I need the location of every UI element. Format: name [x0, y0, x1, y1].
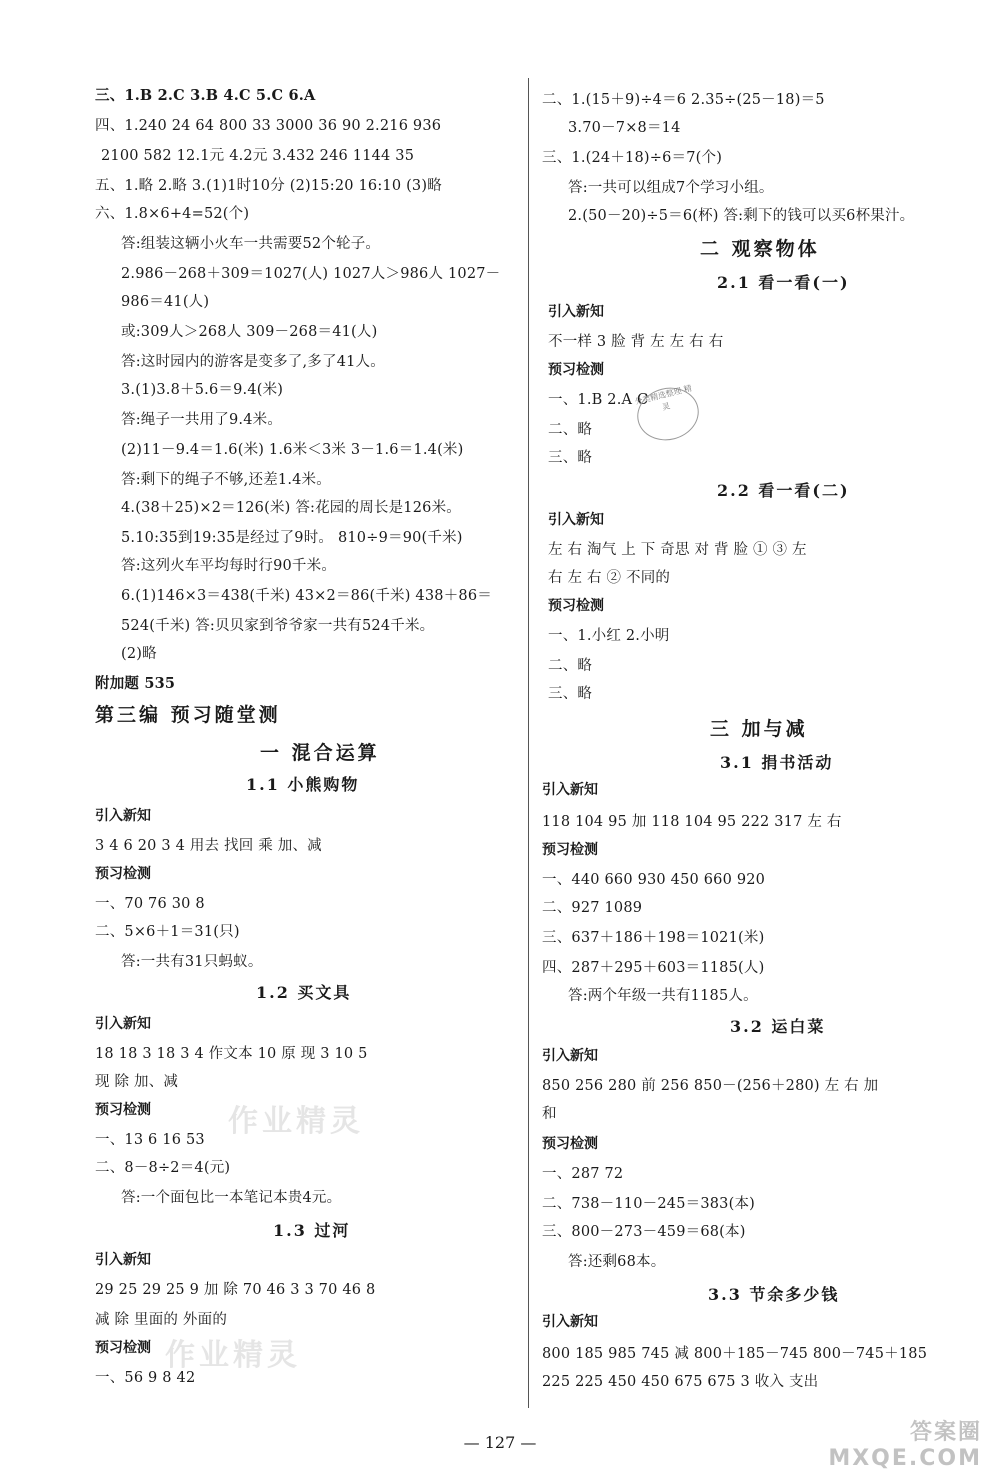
part-2-1-intro: 不一样 3 脸 背 左 左 右 右	[548, 334, 724, 350]
part-3-3-title: 3.3 节余多少钱	[708, 1285, 840, 1304]
left-line-16: 答:这列火车平均每时行90千米。	[121, 558, 337, 574]
chapter-1-title: 一 混合运算	[260, 742, 380, 764]
part-2-1-check-2: 三、略	[548, 450, 593, 466]
part-3-2-check-2: 三、800－273－459＝68(本)	[542, 1224, 746, 1240]
part-3-2-intro-1: 和	[542, 1106, 557, 1122]
part-1-3-check-label: 预习检测	[95, 1340, 151, 1356]
part-2-2-title: 2.2 看一看(二)	[717, 481, 850, 500]
part-2-2-intro-1: 右 左 右 ② 不同的	[548, 570, 671, 586]
part-2-2-check-0: 一、1.小红 2.小明	[548, 628, 670, 644]
right-line-0: 二、1.(15＋9)÷4＝6 2.35÷(25－18)＝5	[542, 92, 825, 108]
part-3-2-title: 3.2 运白菜	[730, 1017, 826, 1036]
part-1-2-intro-label: 引入新知	[95, 1016, 151, 1032]
left-line-6: 2.986－268＋309＝1027(人) 1027人＞986人 1027－	[121, 266, 501, 282]
part-1-1-check-1: 二、5×6＋1＝31(只)	[95, 924, 240, 940]
part-1-3-intro-1: 减 除 里面的 外面的	[95, 1312, 228, 1328]
right-line-2: 三、1.(24＋18)÷6＝7(个)	[542, 150, 723, 166]
part-2-2-check-1: 二、略	[548, 658, 593, 674]
left-line-15: 5.10:35到19:35是经过了9时。 810÷9＝90(千米)	[121, 530, 463, 546]
part-3-2-check-1: 二、738－110－245＝383(本)	[542, 1196, 756, 1212]
part-1-3-intro-0: 29 25 29 25 9 加 除 70 46 3 3 70 46 8	[95, 1282, 376, 1298]
left-line-17: 6.(1)146×3＝438(千米) 43×2＝86(千米) 438＋86＝	[121, 588, 492, 604]
part-1-1-check-2: 答:一共有31只蚂蚁。	[121, 954, 263, 970]
part-3-1-intro: 118 104 95 加 118 104 95 222 317 左 右	[542, 814, 842, 830]
part-3-1-check-3: 四、287＋295＋603＝1185(人)	[542, 960, 765, 976]
page-number: — 127 —	[463, 1433, 537, 1452]
left-line-18: 524(千米) 答:贝贝家到爷爷家一共有524千米。	[121, 618, 435, 634]
left-line-1: 四、1.240 24 64 800 33 3000 36 90 2.216 936	[95, 118, 442, 134]
right-line-3: 答:一共可以组成7个学习小组。	[568, 180, 774, 196]
left-line-12: (2)11－9.4＝1.6(米) 1.6米＜3米 3－1.6＝1.4(米)	[121, 442, 464, 458]
part-1-2-intro-0: 18 18 3 18 3 4 作文本 10 原 现 3 10 5	[95, 1046, 368, 1062]
part-2-2-intro-0: 左 右 淘气 上 下 奇思 对 背 脸 ① ③ 左	[548, 542, 807, 558]
chapter-3-title: 三 加与减	[710, 718, 808, 740]
part-3-2-check-label: 预习检测	[542, 1136, 598, 1152]
part-3-2-intro-0: 850 256 280 前 256 850－(256＋280) 左 右 加	[542, 1078, 879, 1094]
left-line-14: 4.(38＋25)×2＝126(米) 答:花园的周长是126米。	[121, 500, 461, 516]
part-1-2-check-0: 一、13 6 16 53	[95, 1132, 205, 1148]
left-line-9: 答:这时园内的游客是变多了,多了41人。	[121, 354, 385, 370]
part-1-2-intro-1: 现 除 加、减	[95, 1074, 179, 1090]
part-1-1-check-label: 预习检测	[95, 866, 151, 882]
part-2-1-check-1: 二、略	[548, 422, 593, 438]
left-line-20: 附加题 535	[95, 675, 176, 692]
watermark-2: 作业精灵	[165, 1338, 301, 1373]
part-3-3-intro-0: 800 185 985 745 减 800＋185－745 800－745＋185	[542, 1346, 928, 1362]
left-line-0: 三、1.B 2.C 3.B 4.C 5.C 6.A	[95, 87, 316, 104]
part-3-1-check-label: 预习检测	[542, 842, 598, 858]
part-2-2-intro-label: 引入新知	[548, 512, 604, 528]
part-1-1-check-0: 一、70 76 30 8	[95, 896, 205, 912]
part-3-1-intro-label: 引入新知	[542, 782, 598, 798]
part-1-2-check-2: 答:一个面包比一本笔记本贵4元。	[121, 1190, 342, 1206]
part-2-2-check-label: 预习检测	[548, 598, 604, 614]
part-3-2-intro-label: 引入新知	[542, 1048, 598, 1064]
left-line-19: (2)略	[121, 646, 157, 662]
part-1-3-title: 1.3 过河	[273, 1221, 351, 1240]
chapter-2-title: 二 观察物体	[700, 238, 820, 260]
part-1-2-check-1: 二、8－8÷2＝4(元)	[95, 1160, 231, 1176]
corner-logo-text: 答案圈 MXQE.COM	[828, 1420, 982, 1471]
part-1-1-intro-label: 引入新知	[95, 808, 151, 824]
part-2-1-check-0: 一、1.B 2.A C	[548, 392, 649, 408]
part-3-3-intro-1: 225 225 450 450 675 675 3 收入 支出	[542, 1374, 819, 1390]
part-1-2-check-label: 预习检测	[95, 1102, 151, 1118]
part-3-1-check-1: 二、927 1089	[542, 900, 643, 916]
left-line-8: 或:309人＞268人 309－268＝41(人)	[121, 324, 378, 340]
left-line-13: 答:剩下的绳子不够,还差1.4米。	[121, 472, 331, 488]
left-line-7: 986＝41(人)	[121, 294, 210, 310]
part-2-1-title: 2.1 看一看(一)	[717, 273, 850, 292]
part-3-1-check-0: 一、440 660 930 450 660 920	[542, 872, 766, 888]
part-1-1-intro: 3 4 6 20 3 4 用去 找回 乘 加、减	[95, 838, 322, 854]
stamp-mark: 分类精选整理 精灵	[632, 381, 705, 446]
part-2-1-intro-label: 引入新知	[548, 304, 604, 320]
part-1-2-title: 1.2 买文具	[256, 983, 352, 1002]
corner-logo	[828, 1420, 982, 1472]
part-3-3-intro-label: 引入新知	[542, 1314, 598, 1330]
right-line-1: 3.70－7×8＝14	[568, 120, 681, 136]
left-line-4: 六、1.8×6+4=52(个)	[95, 206, 250, 222]
section-title: 第三编 预习随堂测	[95, 704, 281, 726]
left-line-5: 答:组装这辆小火车一共需要52个轮子。	[121, 236, 381, 252]
left-line-11: 答:绳子一共用了9.4米。	[121, 412, 283, 428]
part-3-1-title: 3.1 捐书活动	[720, 753, 834, 772]
part-1-3-intro-label: 引入新知	[95, 1252, 151, 1268]
part-2-2-check-2: 三、略	[548, 686, 593, 702]
part-1-1-title: 1.1 小熊购物	[246, 775, 360, 794]
part-3-1-check-4: 答:两个年级一共有1185人。	[568, 988, 758, 1004]
left-line-3: 五、1.略 2.略 3.(1)1时10分 (2)15:20 16:10 (3)略	[95, 178, 442, 194]
part-3-2-check-3: 答:还剩68本。	[568, 1254, 666, 1270]
part-3-2-check-0: 一、287 72	[542, 1166, 624, 1182]
part-3-1-check-2: 三、637＋186＋198＝1021(米)	[542, 930, 765, 946]
right-line-4: 2.(50－20)÷5＝6(杯) 答:剩下的钱可以买6杯果汁。	[568, 208, 915, 224]
part-1-3-check-0: 一、56 9 8 42	[95, 1370, 196, 1386]
left-line-2: 2100 582 12.1元 4.2元 3.432 246 1144 35	[101, 148, 415, 164]
watermark-1: 作业精灵	[228, 1104, 364, 1139]
left-line-10: 3.(1)3.8＋5.6＝9.4(米)	[121, 382, 284, 398]
part-2-1-check-label: 预习检测	[548, 362, 604, 378]
